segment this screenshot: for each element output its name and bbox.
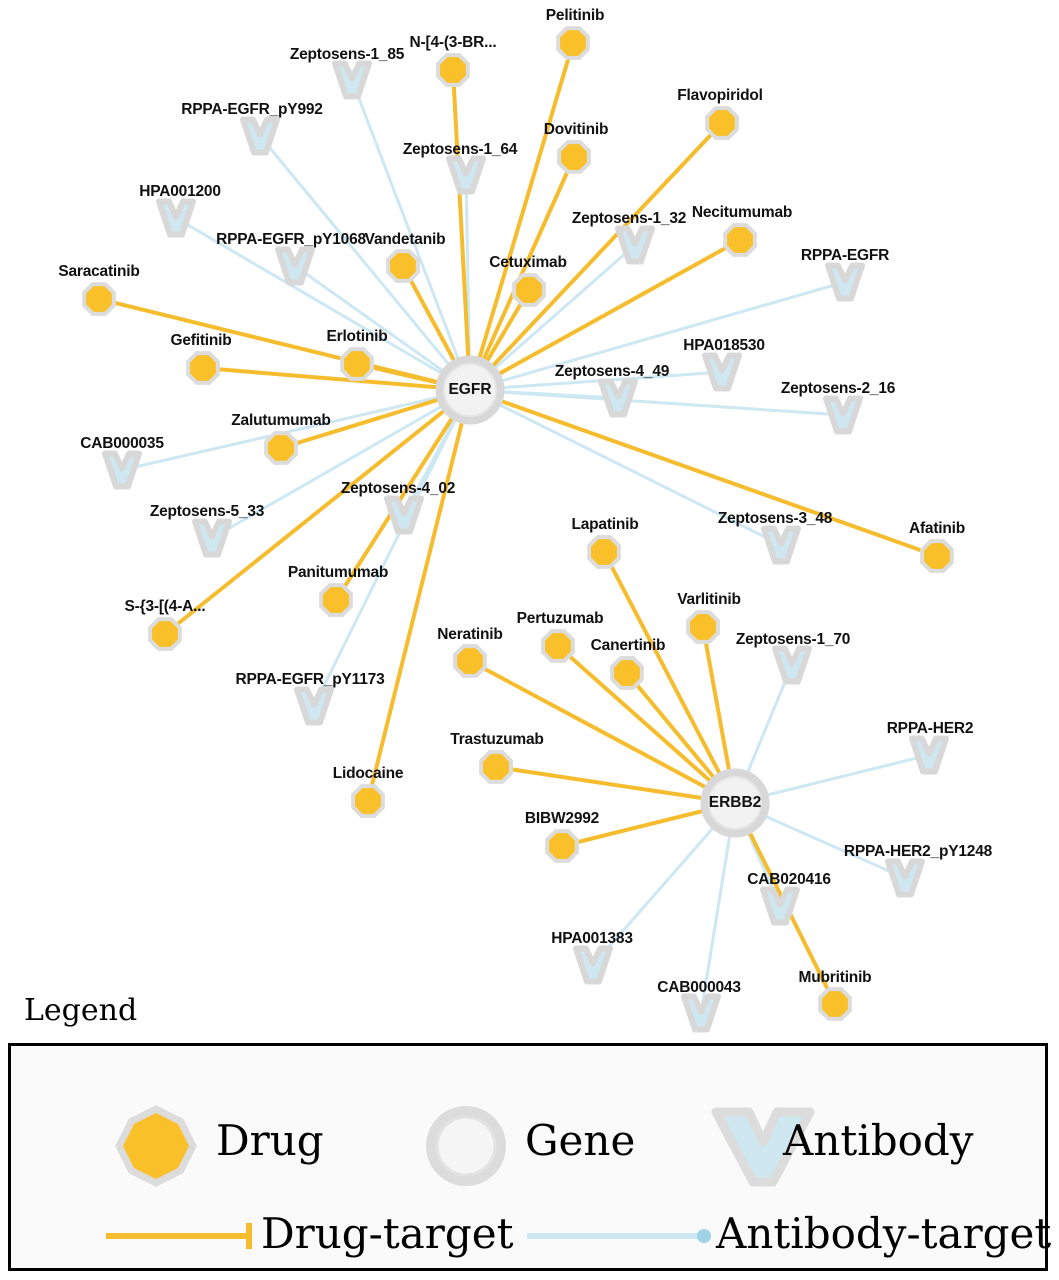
antibody-chevron-icon bbox=[576, 949, 610, 982]
drug-node[interactable] bbox=[549, 833, 575, 859]
drug-octagon-icon bbox=[690, 614, 716, 640]
drug-label: Vandetanib bbox=[364, 231, 446, 248]
drug-label: Afatinib bbox=[908, 520, 966, 537]
antibody-chevron-icon bbox=[684, 997, 718, 1030]
drug-node[interactable] bbox=[709, 110, 735, 136]
antibody-chevron-icon bbox=[888, 862, 922, 895]
antibody-chevron-icon bbox=[243, 120, 277, 153]
antibody-label: Zeptosens-2_16 bbox=[780, 380, 896, 397]
antibody-node[interactable] bbox=[159, 202, 193, 235]
antibody-label: CAB000043 bbox=[657, 979, 741, 996]
antibody-node[interactable] bbox=[278, 250, 312, 283]
antibody-node[interactable] bbox=[105, 454, 139, 487]
antibody-node[interactable] bbox=[601, 382, 635, 415]
drug-octagon-icon bbox=[709, 110, 735, 136]
antibody-label: Zeptosens-4_02 bbox=[340, 480, 456, 497]
drug-node[interactable] bbox=[545, 633, 571, 659]
drug-label: N-[4-(3-BR... bbox=[409, 34, 497, 51]
legend-label-gene: Gene bbox=[525, 1116, 636, 1165]
legend-label-antibody-target: Antibody-target bbox=[716, 1209, 1052, 1258]
drug-label: Erlotinib bbox=[326, 328, 388, 345]
drug-label: BIBW2992 bbox=[524, 810, 600, 827]
antibody-label: CAB000035 bbox=[80, 435, 164, 452]
drug-label: Pelitinib bbox=[545, 7, 605, 24]
antibody-label: HPA001200 bbox=[139, 183, 221, 200]
drug-octagon-icon bbox=[123, 1113, 189, 1179]
drug-octagon-icon bbox=[268, 435, 294, 461]
antibody-node[interactable] bbox=[888, 862, 922, 895]
antibody-label: Zeptosens-1_64 bbox=[402, 141, 518, 158]
drug-node[interactable] bbox=[591, 539, 617, 565]
antibody-node[interactable] bbox=[828, 266, 862, 299]
antibody-chevron-icon bbox=[828, 266, 862, 299]
drug-label: Flavopiridol bbox=[677, 87, 763, 104]
drug-node[interactable] bbox=[560, 30, 586, 56]
antibody-chevron-icon bbox=[775, 649, 809, 682]
drug-label: Zalutumumab bbox=[231, 412, 331, 429]
gene-circle-icon bbox=[433, 1113, 499, 1179]
drug-label: Pertuzumab bbox=[516, 610, 604, 627]
antibody-label: HPA001383 bbox=[551, 930, 633, 947]
drug-target-edge-icon bbox=[106, 1223, 249, 1249]
drug-node[interactable] bbox=[727, 227, 753, 253]
antibody-label: RPPA-EGFR bbox=[800, 247, 890, 264]
antibody-node[interactable] bbox=[705, 356, 739, 389]
drug-octagon-icon bbox=[591, 539, 617, 565]
antibody-chevron-icon bbox=[105, 454, 139, 487]
antibody-node[interactable] bbox=[195, 522, 229, 555]
drug-label: Dovitinib bbox=[543, 121, 609, 138]
antibody-chevron-icon bbox=[387, 499, 421, 532]
drug-octagon-icon bbox=[457, 648, 483, 674]
legend-label-drug: Drug bbox=[216, 1116, 324, 1165]
drug-node[interactable] bbox=[483, 754, 509, 780]
antibody-label: Zeptosens-1_70 bbox=[735, 631, 851, 648]
antibody-chevron-icon bbox=[705, 356, 739, 389]
antibody-label: RPPA-EGFR_pY992 bbox=[181, 101, 323, 118]
drug-node[interactable] bbox=[355, 788, 381, 814]
antibody-node[interactable] bbox=[297, 690, 331, 723]
drug-octagon-icon bbox=[440, 57, 466, 83]
antibody-node[interactable] bbox=[576, 949, 610, 982]
antibody-chevron-icon bbox=[826, 399, 860, 432]
antibody-label: Zeptosens-1_32 bbox=[571, 210, 687, 227]
antibody-node[interactable] bbox=[684, 997, 718, 1030]
antibody-chevron-icon bbox=[297, 690, 331, 723]
antibody-label: Zeptosens-4_49 bbox=[554, 363, 670, 380]
drug-node[interactable] bbox=[457, 648, 483, 674]
antibody-target-edge-icon bbox=[527, 1229, 711, 1243]
drug-node[interactable] bbox=[152, 621, 178, 647]
antibody-chevron-icon bbox=[278, 250, 312, 283]
drug-label: Necitumumab bbox=[691, 204, 793, 221]
drug-label: Mubritinib bbox=[798, 969, 872, 986]
antibody-chevron-icon bbox=[764, 529, 798, 562]
drug-octagon-icon bbox=[560, 30, 586, 56]
antibody-label: RPPA-HER2_pY1248 bbox=[843, 843, 993, 860]
drug-label: Gefitinib bbox=[170, 332, 232, 349]
drug-node[interactable] bbox=[924, 543, 950, 569]
antibody-label: Zeptosens-1_85 bbox=[289, 46, 405, 63]
drug-octagon-icon bbox=[344, 351, 370, 377]
antibody-node[interactable] bbox=[764, 529, 798, 562]
drug-octagon-icon bbox=[483, 754, 509, 780]
legend-box bbox=[8, 1043, 1052, 1271]
antibody-target-edge bbox=[314, 390, 470, 706]
antibody-node[interactable] bbox=[775, 649, 809, 682]
antibody-chevron-icon bbox=[449, 159, 483, 192]
drug-label: S-{3-[(4-A... bbox=[124, 598, 206, 615]
drug-octagon-icon bbox=[545, 633, 571, 659]
antibody-chevron-icon bbox=[601, 382, 635, 415]
legend-title: Legend bbox=[24, 993, 138, 1028]
drug-node[interactable] bbox=[190, 355, 216, 381]
drug-octagon-icon bbox=[152, 621, 178, 647]
drug-label: Trastuzumab bbox=[450, 731, 544, 748]
drug-node[interactable] bbox=[344, 351, 370, 377]
gene-label-egfr: EGFR bbox=[448, 381, 492, 398]
drug-label: Lidocaine bbox=[332, 765, 404, 782]
drug-node[interactable] bbox=[390, 253, 416, 279]
drug-target-edge bbox=[470, 390, 937, 556]
antibody-chevron-icon bbox=[159, 202, 193, 235]
drug-node[interactable] bbox=[561, 144, 587, 170]
antibody-label: RPPA-HER2 bbox=[886, 720, 974, 737]
drug-node[interactable] bbox=[614, 660, 640, 686]
drug-label: Saracatinib bbox=[58, 263, 140, 280]
drug-node[interactable] bbox=[86, 286, 112, 312]
drug-node[interactable] bbox=[268, 435, 294, 461]
antibody-label: Zeptosens-5_33 bbox=[149, 503, 265, 520]
antibody-node[interactable] bbox=[449, 159, 483, 192]
drug-label: Varlitinib bbox=[677, 591, 741, 608]
antibody-chevron-icon bbox=[195, 522, 229, 555]
drug-node[interactable] bbox=[516, 277, 542, 303]
antibody-label: RPPA-EGFR_pY1068 bbox=[216, 231, 366, 248]
drug-octagon-icon bbox=[190, 355, 216, 381]
antibody-node[interactable] bbox=[387, 499, 421, 532]
antibody-label: CAB020416 bbox=[747, 871, 831, 888]
drug-label: Canertinib bbox=[590, 637, 666, 654]
drug-octagon-icon bbox=[924, 543, 950, 569]
antibody-label: HPA018530 bbox=[683, 337, 765, 354]
drug-label: Cetuximab bbox=[489, 254, 567, 271]
drug-octagon-icon bbox=[561, 144, 587, 170]
drug-label: Lapatinib bbox=[571, 516, 639, 533]
antibody-node[interactable] bbox=[243, 120, 277, 153]
drug-octagon-icon bbox=[516, 277, 542, 303]
drug-octagon-icon bbox=[822, 991, 848, 1017]
drug-octagon-icon bbox=[549, 833, 575, 859]
drug-node[interactable] bbox=[440, 57, 466, 83]
antibody-label: RPPA-EGFR_pY1173 bbox=[235, 671, 385, 688]
antibody-node[interactable] bbox=[826, 399, 860, 432]
antibody-chevron-icon bbox=[335, 64, 369, 97]
antibody-node[interactable] bbox=[912, 739, 946, 772]
drug-octagon-icon bbox=[727, 227, 753, 253]
legend-label-drug-target: Drug-target bbox=[261, 1209, 514, 1258]
drug-octagon-icon bbox=[323, 587, 349, 613]
drug-node[interactable] bbox=[690, 614, 716, 640]
drug-octagon-icon bbox=[86, 286, 112, 312]
drug-node[interactable] bbox=[323, 587, 349, 613]
drug-octagon-icon bbox=[355, 788, 381, 814]
drug-node[interactable] bbox=[822, 991, 848, 1017]
drug-octagon-icon bbox=[390, 253, 416, 279]
drug-octagon-icon bbox=[614, 660, 640, 686]
antibody-chevron-icon bbox=[912, 739, 946, 772]
drug-label: Panitumumab bbox=[287, 564, 389, 581]
antibody-label: Zeptosens-3_48 bbox=[717, 510, 833, 527]
legend-label-antibody: Antibody bbox=[783, 1116, 974, 1165]
drug-label: Neratinib bbox=[437, 626, 503, 643]
antibody-node[interactable] bbox=[335, 64, 369, 97]
gene-label-erbb2: ERBB2 bbox=[708, 794, 762, 811]
